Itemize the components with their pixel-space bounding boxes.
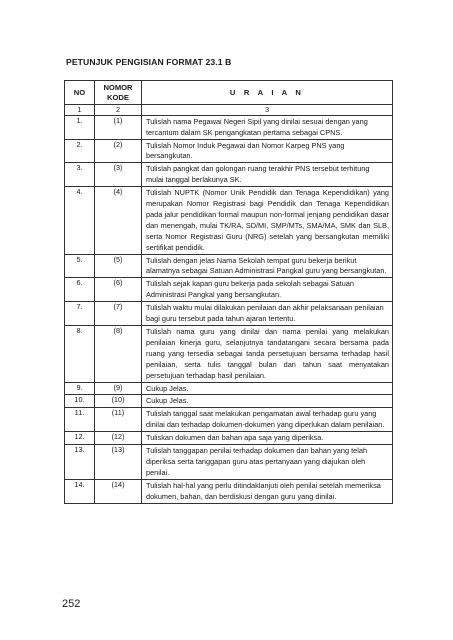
- index-cell: 3: [142, 105, 393, 116]
- row-number: 8.: [65, 326, 95, 383]
- table-row: [65, 278, 393, 302]
- table-row: [65, 445, 393, 480]
- row-code: (7): [95, 302, 142, 326]
- row-description: Tulislah sejak kapan guru bekerja pada sekolah sebagai Satuan Administrasi Pangkal yang bersangkutan.: [142, 278, 393, 302]
- table-header-row: [65, 81, 393, 105]
- row-description: Tulislah pangkat dan golongan ruang terakhir PNS tersebut terhitung mulai tanggal berlakunya SK.: [142, 163, 393, 187]
- row-code: (6): [95, 278, 142, 302]
- row-number: 10.: [65, 395, 95, 408]
- row-number: 13.: [65, 445, 95, 480]
- table-row: [65, 139, 393, 163]
- row-description: Tulislah Nomor Induk Pegawai dan Nomor Karpeg PNS yang bersangkutan.: [142, 139, 393, 163]
- row-code: (11): [95, 408, 142, 432]
- row-number: 1.: [65, 115, 95, 139]
- row-code: (8): [95, 326, 142, 383]
- table-row: [65, 302, 393, 326]
- row-number: 2.: [65, 139, 95, 163]
- row-number: 14.: [65, 479, 95, 503]
- row-description: Tuliskan dokumen dan bahan apa saja yang diperiksa.: [142, 432, 393, 445]
- row-number: 3.: [65, 163, 95, 187]
- row-code: (5): [95, 254, 142, 278]
- row-description: Tulislah nama Pegawai Negeri Sipil yang dinilai sesuai dengan yang tercantum dalam SK pengangkatan pertama sebagai CPNS.: [142, 115, 393, 139]
- page-number: 252: [62, 598, 81, 610]
- row-description: Cukup Jelas.: [142, 395, 393, 408]
- table-row: [65, 408, 393, 432]
- table-row: [65, 382, 393, 395]
- page-title: PETUNJUK PENGISIAN FORMAT 23.1 B: [66, 57, 232, 67]
- header-kode: NOMOR KODE: [95, 81, 142, 105]
- table-row: [65, 254, 393, 278]
- row-description: Tulislah dengan jelas Nama Sekolah tempat guru bekerja berikut alamatnya sebagai Satuan Administrasi Pangkal guru yang bersangkutan.: [142, 254, 393, 278]
- row-code: (1): [95, 115, 142, 139]
- table-row: [65, 326, 393, 383]
- table-row: [65, 187, 393, 254]
- row-description: Cukup Jelas.: [142, 382, 393, 395]
- row-description: Tulislah tanggapan penilai terhadap dokumen dan bahan yang telah diperiksa serta tanggapan guru atas pertanyaan yang diajukan oleh penilai.: [142, 445, 393, 480]
- row-number: 12.: [65, 432, 95, 445]
- table-row: [65, 163, 393, 187]
- row-number: 11.: [65, 408, 95, 432]
- row-code: (13): [95, 445, 142, 480]
- row-code: (9): [95, 382, 142, 395]
- row-description: Tulislah tanggal saat melakukan pengamatan awal terhadap guru yang dinilai dan terhadap dokumen-dokumen yang diperlukan dalam penilaian.: [142, 408, 393, 432]
- table-index-row: [65, 105, 393, 116]
- table-row: [65, 479, 393, 503]
- row-code: (4): [95, 187, 142, 254]
- row-description: Tulislah nama guru yang dinilai dan nama penilai yang melakukan penilaian kinerja guru, selanjutnya tandatangani secara bersama pada ruang yang tersedia sebagai tanda persetujuan bersama terhadap hasil penilaian, serta tulis tanggal bulan dan tahun saat menyatakan persetujuan terhadap hasil penilaian.: [142, 326, 393, 383]
- row-description: Tulislah hal-hal yang perlu ditindaklanjuti oleh penilai setelah memeriksa dokumen, bahan, dan berdiskusi dengan guru yang dinilai.: [142, 479, 393, 503]
- table-row: [65, 395, 393, 408]
- row-number: 7.: [65, 302, 95, 326]
- header-uraian: U R A I A N: [142, 81, 393, 105]
- row-code: (2): [95, 139, 142, 163]
- row-number: 6.: [65, 278, 95, 302]
- row-code: (14): [95, 479, 142, 503]
- header-no: NO: [65, 81, 95, 105]
- index-cell: 2: [95, 105, 142, 116]
- row-code: (12): [95, 432, 142, 445]
- row-code: (3): [95, 163, 142, 187]
- index-cell: 1: [65, 105, 95, 116]
- row-number: 4.: [65, 187, 95, 254]
- table-row: [65, 115, 393, 139]
- row-code: (10): [95, 395, 142, 408]
- table-row: [65, 432, 393, 445]
- row-description: Tulislah NUPTK (Nomor Unik Pendidik dan Tenaga Kependidikan) yang merupakan Nomor Registrasi bagi Pendidik dan Tenaga Kependidikan pada jalur pendidikan formal maupun non-formal jenjang pendidikan dasar dan menengah, mulai TK/RA, SD/MI, SMP/MTs, SMA/MA, SMK dan SLB, serta Nomor Registrasi Guru (NRG) setelah yang bersangkutan memiliki sertifikat pendidik.: [142, 187, 393, 254]
- row-number: 5.: [65, 254, 95, 278]
- row-description: Tulislah waktu mulai dilakukan penilaian dan akhir pelaksanaan penilaian bagi guru tersebut pada tahun ajaran tertentu.: [142, 302, 393, 326]
- instruction-table: [64, 80, 393, 504]
- row-number: 9.: [65, 382, 95, 395]
